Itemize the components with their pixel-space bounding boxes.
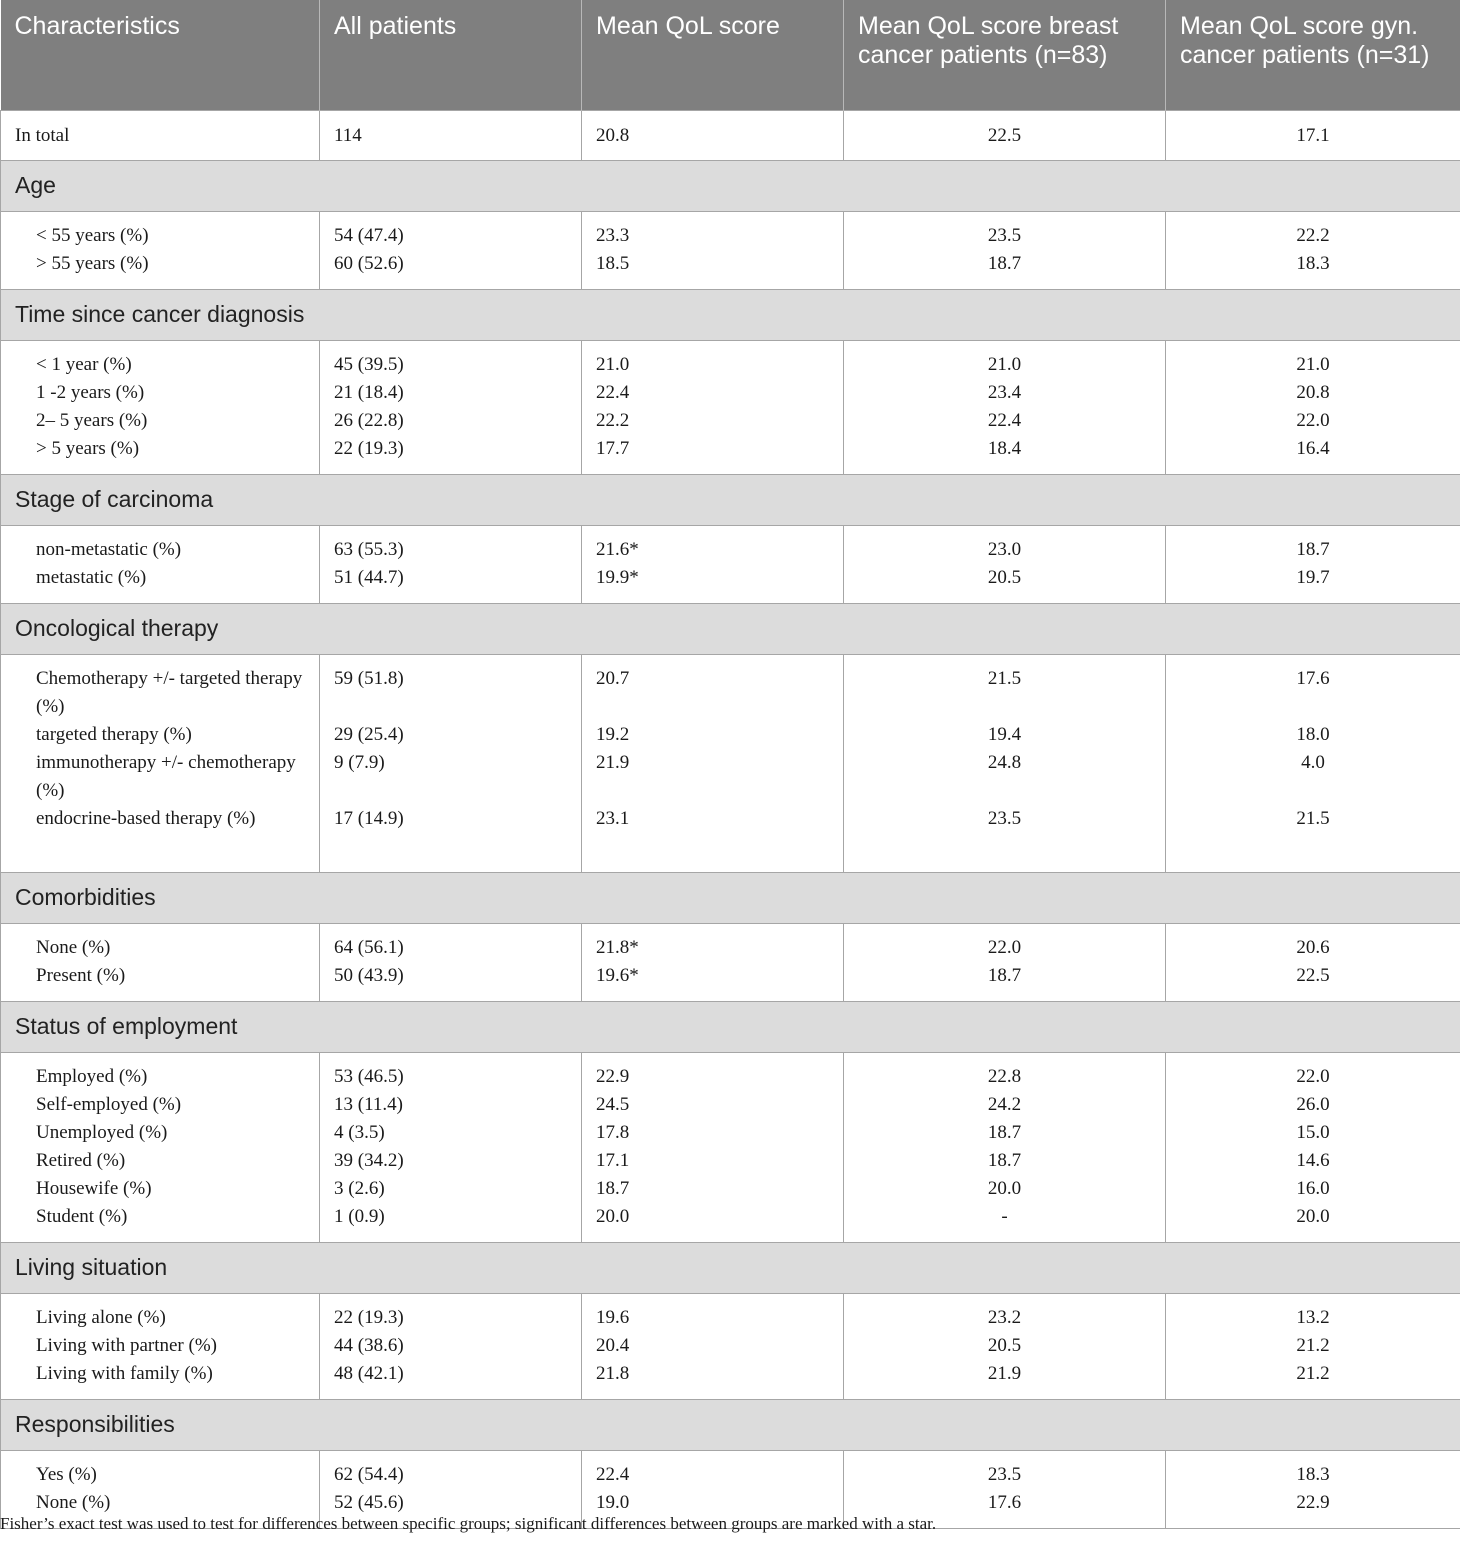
section-title: Time since cancer diagnosis — [1, 289, 1460, 340]
header-characteristics: Characteristics — [1, 0, 320, 110]
row-mean-qol-breast: 24.2 — [987, 1093, 1022, 1115]
row-label: Chemotherapy +/- targeted therapy (%) — [36, 667, 303, 717]
row-mean-qol: 18.5 — [596, 252, 630, 274]
section-title: Comorbidities — [1, 872, 1460, 923]
row-mean-qol-breast: 17.6 — [987, 1491, 1022, 1513]
row-label: < 55 years (%) — [36, 224, 149, 246]
row-all-patients: 17 (14.9) — [334, 807, 404, 829]
row-mean-qol-breast: 20.0 — [987, 1177, 1022, 1199]
row-mean-qol-gyn: 22.5 — [1296, 964, 1330, 986]
section-title: Status of employment — [1, 1001, 1460, 1052]
row-mean-qol: 17.8 — [596, 1121, 630, 1143]
section-header — [1, 603, 1460, 654]
section-column — [320, 923, 582, 1001]
row-all-patients: 21 (18.4) — [334, 381, 404, 403]
row-label: None (%) — [36, 1491, 111, 1513]
row-mean-qol-gyn: 21.2 — [1296, 1362, 1330, 1384]
section-column — [582, 211, 844, 289]
section-column — [1, 340, 320, 474]
row-mean-qol-gyn: 18.3 — [1296, 252, 1330, 274]
row-mean-qol: 22.9 — [596, 1065, 630, 1087]
section-column — [320, 211, 582, 289]
row-mean-qol-gyn: 22.2 — [1296, 224, 1330, 246]
row-mean-qol: 17.7 — [596, 437, 630, 459]
section-body — [1, 654, 1460, 872]
row-all-patients: 26 (22.8) — [334, 409, 404, 431]
header-mean-qol: Mean QoL score — [582, 0, 844, 110]
section-column — [320, 525, 582, 603]
row-mean-qol: 19.6* — [596, 964, 639, 986]
row-mean-qol: 21.8* — [596, 936, 639, 958]
row-mean-qol: 19.0 — [596, 1491, 630, 1513]
section-column — [1, 211, 320, 289]
row-label: Self-employed (%) — [36, 1093, 182, 1115]
row-mean-qol-breast: 21.0 — [987, 353, 1022, 375]
section-header — [1, 1242, 1460, 1293]
section-header — [1, 872, 1460, 923]
row-all-patients: 22 (19.3) — [334, 1306, 404, 1328]
section-column — [320, 340, 582, 474]
row-all-patients: 13 (11.4) — [334, 1093, 403, 1115]
section-column — [1, 1293, 320, 1399]
row-label: None (%) — [36, 936, 111, 958]
row-mean-qol-gyn: 20.8 — [1296, 381, 1330, 403]
total-gyn: 17.1 — [1166, 110, 1460, 160]
section-body — [1, 923, 1460, 1001]
row-mean-qol-breast: 18.7 — [987, 1121, 1022, 1143]
row-mean-qol: 24.5 — [596, 1093, 630, 1115]
section-column — [1166, 340, 1460, 474]
row-mean-qol: 18.7 — [596, 1177, 630, 1199]
row-label: < 1 year (%) — [36, 353, 132, 375]
header-row — [1, 0, 1460, 110]
row-label: 1 -2 years (%) — [36, 381, 145, 403]
row-mean-qol-gyn: 21.5 — [1296, 807, 1330, 829]
section-column — [844, 654, 1166, 872]
row-mean-qol: 20.7 — [596, 667, 630, 689]
row-mean-qol-breast: 23.2 — [987, 1306, 1022, 1328]
section-body — [1, 1293, 1460, 1399]
row-mean-qol: 23.1 — [596, 807, 630, 829]
row-mean-qol-breast: 23.5 — [987, 1463, 1022, 1485]
section-column — [582, 525, 844, 603]
section-title: Oncological therapy — [1, 603, 1460, 654]
row-mean-qol-breast: 18.7 — [987, 964, 1022, 986]
row-mean-qol-gyn: 18.0 — [1296, 723, 1330, 745]
row-mean-qol: 20.4 — [596, 1334, 630, 1356]
row-mean-qol: 21.8 — [596, 1362, 630, 1384]
row-all-patients: 4 (3.5) — [334, 1121, 385, 1143]
row-mean-qol-breast: 18.7 — [987, 1149, 1022, 1171]
row-mean-qol-gyn: 19.7 — [1296, 566, 1330, 588]
section-column — [844, 340, 1166, 474]
row-mean-qol-gyn: 16.0 — [1296, 1177, 1330, 1199]
total-mean: 20.8 — [582, 110, 844, 160]
row-label: Yes (%) — [36, 1463, 97, 1485]
section-column — [1, 923, 320, 1001]
section-column — [844, 525, 1166, 603]
section-title: Responsibilities — [1, 1399, 1460, 1450]
row-all-patients: 54 (47.4) — [334, 224, 404, 246]
row-mean-qol-breast: 22.4 — [987, 409, 1022, 431]
row-mean-qol-gyn: 20.6 — [1296, 936, 1330, 958]
total-breast: 22.5 — [844, 110, 1166, 160]
row-label: Retired (%) — [36, 1149, 126, 1171]
table-footnote: Fisher’s exact test was used to test for differences between specific groups; significant differences between groups are marked with a star. — [0, 1514, 937, 1533]
row-mean-qol: 21.9 — [596, 751, 630, 773]
row-label: Living with family (%) — [36, 1362, 213, 1384]
row-mean-qol-gyn: 21.2 — [1296, 1334, 1330, 1356]
row-mean-qol-gyn: 17.6 — [1296, 667, 1330, 689]
row-mean-qol-gyn: 22.9 — [1296, 1491, 1330, 1513]
section-column — [1166, 1052, 1460, 1242]
section-title: Living situation — [1, 1242, 1460, 1293]
row-all-patients: 59 (51.8) — [334, 667, 404, 689]
row-label: Employed (%) — [36, 1065, 148, 1087]
row-mean-qol-breast: 24.8 — [987, 751, 1022, 773]
row-mean-qol: 22.4 — [596, 1463, 630, 1485]
section-title: Age — [1, 160, 1460, 211]
section-column — [320, 1293, 582, 1399]
row-mean-qol: 21.0 — [596, 353, 630, 375]
header-mean-qol-breast: Mean QoL score breast cancer patients (n=83) — [844, 0, 1166, 110]
section-column — [320, 1052, 582, 1242]
row-mean-qol-breast: 18.4 — [987, 437, 1022, 459]
row-label: Living with partner (%) — [36, 1334, 217, 1356]
row-all-patients: 64 (56.1) — [334, 936, 404, 958]
row-mean-qol: 21.6* — [596, 538, 639, 560]
total-label: In total — [1, 110, 320, 160]
row-mean-qol: 19.2 — [596, 723, 630, 745]
section-column — [582, 340, 844, 474]
section-body — [1, 211, 1460, 289]
section-column — [582, 923, 844, 1001]
row-label: 2– 5 years (%) — [36, 409, 148, 431]
row-mean-qol-breast: 22.0 — [987, 936, 1022, 958]
row-mean-qol-breast: 21.5 — [987, 667, 1022, 689]
row-label: Unemployed (%) — [36, 1121, 168, 1143]
row-all-patients: 50 (43.9) — [334, 964, 404, 986]
row-label: Present (%) — [36, 964, 126, 986]
row-mean-qol-breast: 23.0 — [987, 538, 1022, 560]
row-label: > 5 years (%) — [36, 437, 140, 459]
row-all-patients: 9 (7.9) — [334, 751, 385, 773]
row-mean-qol: 22.4 — [596, 381, 630, 403]
row-mean-qol-gyn: 22.0 — [1296, 1065, 1330, 1087]
row-mean-qol-gyn: 18.3 — [1296, 1463, 1330, 1485]
row-mean-qol-breast: 23.5 — [987, 807, 1022, 829]
row-all-patients: 51 (44.7) — [334, 566, 404, 588]
row-all-patients: 3 (2.6) — [334, 1177, 385, 1199]
section-column — [1166, 1450, 1460, 1528]
row-all-patients: 22 (19.3) — [334, 437, 404, 459]
total-all: 114 — [320, 110, 582, 160]
row-mean-qol-breast: 22.8 — [987, 1065, 1022, 1087]
row-all-patients: 62 (54.4) — [334, 1463, 404, 1485]
row-all-patients: 52 (45.6) — [334, 1491, 404, 1513]
row-label: endocrine-based therapy (%) — [36, 807, 256, 829]
row-label: Student (%) — [36, 1205, 128, 1227]
row-all-patients: 44 (38.6) — [334, 1334, 404, 1356]
row-mean-qol-gyn: 14.6 — [1296, 1149, 1330, 1171]
section-header — [1, 1399, 1460, 1450]
row-label: Housewife (%) — [36, 1177, 152, 1199]
row-mean-qol-gyn: 18.7 — [1296, 538, 1330, 560]
section-column — [582, 1293, 844, 1399]
row-mean-qol-gyn: 13.2 — [1296, 1306, 1330, 1328]
row-all-patients: 53 (46.5) — [334, 1065, 404, 1087]
section-column — [844, 1293, 1166, 1399]
section-column — [1166, 923, 1460, 1001]
row-mean-qol-gyn: 26.0 — [1296, 1093, 1330, 1115]
row-mean-qol-gyn: 20.0 — [1296, 1205, 1330, 1227]
row-all-patients: 1 (0.9) — [334, 1205, 385, 1227]
row-mean-qol: 19.6 — [596, 1306, 630, 1328]
row-all-patients: 29 (25.4) — [334, 723, 404, 745]
section-header — [1, 1001, 1460, 1052]
section-body — [1, 1052, 1460, 1242]
section-column — [320, 654, 582, 872]
row-mean-qol: 22.2 — [596, 409, 630, 431]
row-mean-qol: 17.1 — [596, 1149, 630, 1171]
section-column — [1166, 1293, 1460, 1399]
section-column — [844, 211, 1166, 289]
section-column — [1, 1052, 320, 1242]
section-column — [1, 525, 320, 603]
row-all-patients: 63 (55.3) — [334, 538, 404, 560]
row-label: non-metastatic (%) — [36, 538, 182, 560]
section-title: Stage of carcinoma — [1, 474, 1460, 525]
section-header — [1, 160, 1460, 211]
row-mean-qol-breast: - — [1001, 1205, 1008, 1227]
row-mean-qol-gyn: 4.0 — [1301, 751, 1325, 773]
section-column — [844, 923, 1166, 1001]
section-column — [844, 1052, 1166, 1242]
row-all-patients: 39 (34.2) — [334, 1149, 404, 1171]
section-header — [1, 289, 1460, 340]
row-mean-qol-breast: 20.5 — [987, 566, 1022, 588]
section-body — [1, 525, 1460, 603]
row-mean-qol-breast: 19.4 — [987, 723, 1022, 745]
row-mean-qol-breast: 18.7 — [987, 252, 1022, 274]
section-column — [582, 654, 844, 872]
row-mean-qol-gyn: 16.4 — [1296, 437, 1330, 459]
row-all-patients: 45 (39.5) — [334, 353, 404, 375]
header-all-patients: All patients — [320, 0, 582, 110]
section-column — [582, 1052, 844, 1242]
row-label: targeted therapy (%) — [36, 723, 192, 745]
section-column — [1, 654, 320, 872]
section-column — [1166, 211, 1460, 289]
row-all-patients: 60 (52.6) — [334, 252, 404, 274]
row-mean-qol-breast: 23.5 — [987, 224, 1022, 246]
section-body — [1, 340, 1460, 474]
row-mean-qol: 20.0 — [596, 1205, 630, 1227]
section-column — [1166, 654, 1460, 872]
row-mean-qol-gyn: 22.0 — [1296, 409, 1330, 431]
row-mean-qol-gyn: 15.0 — [1296, 1121, 1330, 1143]
total-row — [1, 110, 1460, 160]
row-label: > 55 years (%) — [36, 252, 149, 274]
row-mean-qol: 23.3 — [596, 224, 630, 246]
row-mean-qol-breast: 23.4 — [987, 381, 1022, 403]
row-mean-qol-breast: 21.9 — [987, 1362, 1022, 1384]
row-label: metastatic (%) — [36, 566, 147, 588]
row-mean-qol-gyn: 21.0 — [1296, 353, 1330, 375]
row-mean-qol-breast: 20.5 — [987, 1334, 1022, 1356]
row-all-patients: 48 (42.1) — [334, 1362, 404, 1384]
header-mean-qol-gyn: Mean QoL score gyn. cancer patients (n=31) — [1166, 0, 1460, 110]
row-label: Living alone (%) — [36, 1306, 166, 1328]
row-mean-qol: 19.9* — [596, 566, 639, 588]
section-column — [1166, 525, 1460, 603]
row-label: immunotherapy +/- chemotherapy (%) — [36, 751, 296, 801]
section-header — [1, 474, 1460, 525]
